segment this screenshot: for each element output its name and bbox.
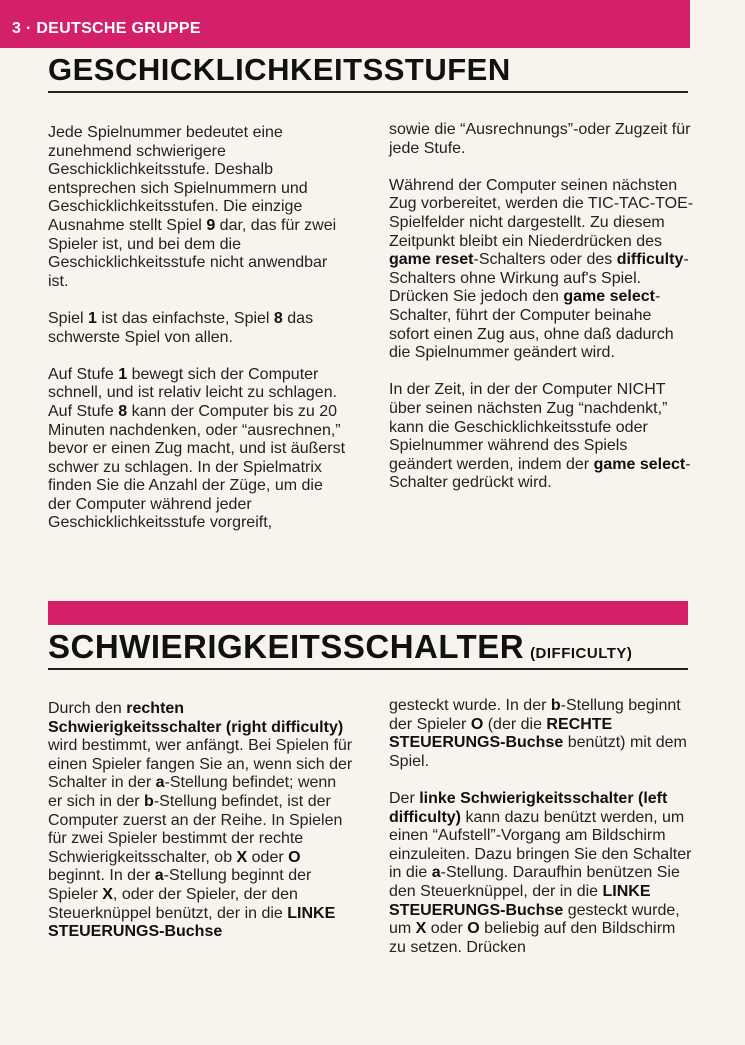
section-title-difficulty bbox=[48, 628, 632, 666]
header-band bbox=[0, 0, 690, 48]
bold-term: a bbox=[155, 774, 165, 792]
body-column-left bbox=[48, 700, 353, 942]
bold-term: game select bbox=[563, 288, 655, 306]
title-rule bbox=[48, 91, 688, 93]
paragraph: Auf Stufe 1 bewegt sich der Computer schnell, und ist relativ leicht zu schlagen. Auf Stufe 8 kann der Computer bis zu 20 Minuten nachdenken, oder “ausrechnen,” bevor er einen Zug macht, und ist äußerst schwer zu schlagen. In der Spielmatrix finden Sie die Anzahl der Züge, um die der Computer während jeder Geschicklichkeitsstufe vorgreift, bbox=[48, 365, 346, 532]
section-title-text: SCHWIERIGKEITSSCHALTER bbox=[48, 628, 525, 665]
bold-term: a bbox=[431, 864, 441, 882]
bold-term: X bbox=[236, 848, 248, 866]
title-rule bbox=[48, 668, 688, 670]
section-title-skill-levels: GESCHICKLICHKEITSSTUFEN bbox=[48, 52, 511, 87]
paragraph: In der Zeit, in der der Computer NICHT über seinen nächsten Zug “nachdenkt,” kann die Geschicklichkeitsstufe oder Spielnummer während des Spiels geändert werden, indem der game select-Schalter gedrückt wird. bbox=[389, 381, 691, 492]
bold-term: O bbox=[470, 715, 484, 733]
bold-term: X bbox=[102, 885, 113, 903]
bold-term: 1 bbox=[118, 365, 128, 383]
paragraph: Der linke Schwierigkeitsschalter (left difficulty) kann dazu benützt werden, um einen “Aufstell”-Vorgang am Bildschirm einzuleiten. Dazu bringen Sie den Schalter in die a-Stellung. Daraufhin benützen Sie den Steuerknüppel, der in die LINKE STEUERUNGS-Buchse gesteckt wurde, um X oder O beliebig auf den Bildschirm zu setzen. Drücken bbox=[389, 789, 692, 956]
bold-term: LINKE STEUERUNGS-Buchse bbox=[389, 882, 651, 919]
section-label: 3 · DEUTSCHE GRUPPE bbox=[12, 20, 201, 37]
bold-term: 1 bbox=[88, 309, 97, 327]
paragraph: Spiel 1 ist das einfachste, Spiel 8 das schwerste Spiel von allen. bbox=[48, 309, 314, 346]
bold-term: linke Schwierigkeitsschalter (left difficulty) bbox=[389, 789, 668, 826]
body-column-right bbox=[389, 697, 694, 957]
paragraph: sowie die “Ausrechnungs”-oder Zugzeit für jede Stufe. bbox=[389, 121, 691, 157]
bold-term: b bbox=[144, 792, 154, 810]
bold-term: LINKE STEUERUNGS-Buchse bbox=[48, 904, 336, 941]
section-divider-band bbox=[48, 601, 688, 625]
bold-term: a bbox=[154, 867, 164, 885]
bold-term: rechten Schwierigkeitsschalter (right difficulty) bbox=[48, 700, 344, 736]
paragraph: gesteckt wurde. In der b-Stellung beginnt der Spieler O (der die RECHTE STEUERUNGS-Buchse benützt) mit dem Spiel. bbox=[389, 697, 687, 770]
paragraph: Jede Spielnummer bedeutet eine zunehmend schwierigere Geschicklichkeitsstufe. Deshalb entsprechen sich Spielnummern und Geschicklichkeitsstufen. Die einzige Ausnahme stellt Spiel 9 dar, das für zwei Spieler ist, und bei dem die Geschicklichkeitsstufe nicht anwendbar ist. bbox=[48, 124, 337, 290]
paragraph: Durch den rechten Schwierigkeitsschalter (right difficulty) wird bestimmt, wer anfängt. Bei Spielen für einen Spieler fangen Sie an, wenn sich der Schalter in der a-Stellung befindet; wenn er sich in der b-Stellung befindet, ist der Computer zuerst an der Reihe. In Spielen für zwei Spieler bestimmt der rechte Schwierigkeitsschalter, ob X oder O beginnt. In der a-Stellung beginnt der Spieler X, oder der Spieler, der den Steuerknüppel benützt, der in die LINKE STEUERUNGS-Buchse bbox=[48, 700, 353, 941]
section-subtitle: (DIFFICULTY) bbox=[530, 645, 633, 662]
body-column-right bbox=[389, 121, 694, 493]
body-column-left bbox=[48, 124, 348, 533]
bold-term: game select bbox=[593, 455, 686, 473]
bold-term: 8 bbox=[118, 402, 128, 420]
bold-term: game reset bbox=[389, 251, 474, 269]
paragraph: Während der Computer seinen nächsten Zug vorbereitet, werden die TIC-TAC-TOE-Spielfelder nicht dargestellt. Zu diesem Zeitpunkt bleibt ein Niederdrücken des game reset-Schalters oder des difficulty-Schalters ohne Wirkung auf's Spiel. Drücken Sie jedoch den game select-Schalter, führt der Computer beinahe sofort einen Zug aus, ohne daß dadurch die Spielnummer geändert wird. bbox=[389, 176, 694, 362]
bold-term: RECHTE STEUERUNGS-Buchse bbox=[389, 715, 613, 752]
bold-term: O bbox=[288, 848, 301, 866]
bold-term: b bbox=[550, 697, 561, 714]
bold-term: difficulty bbox=[616, 251, 684, 269]
bold-term: 9 bbox=[206, 216, 216, 234]
bold-term: X bbox=[415, 920, 427, 938]
bold-term: O bbox=[467, 920, 480, 938]
bold-term: 8 bbox=[273, 309, 283, 327]
